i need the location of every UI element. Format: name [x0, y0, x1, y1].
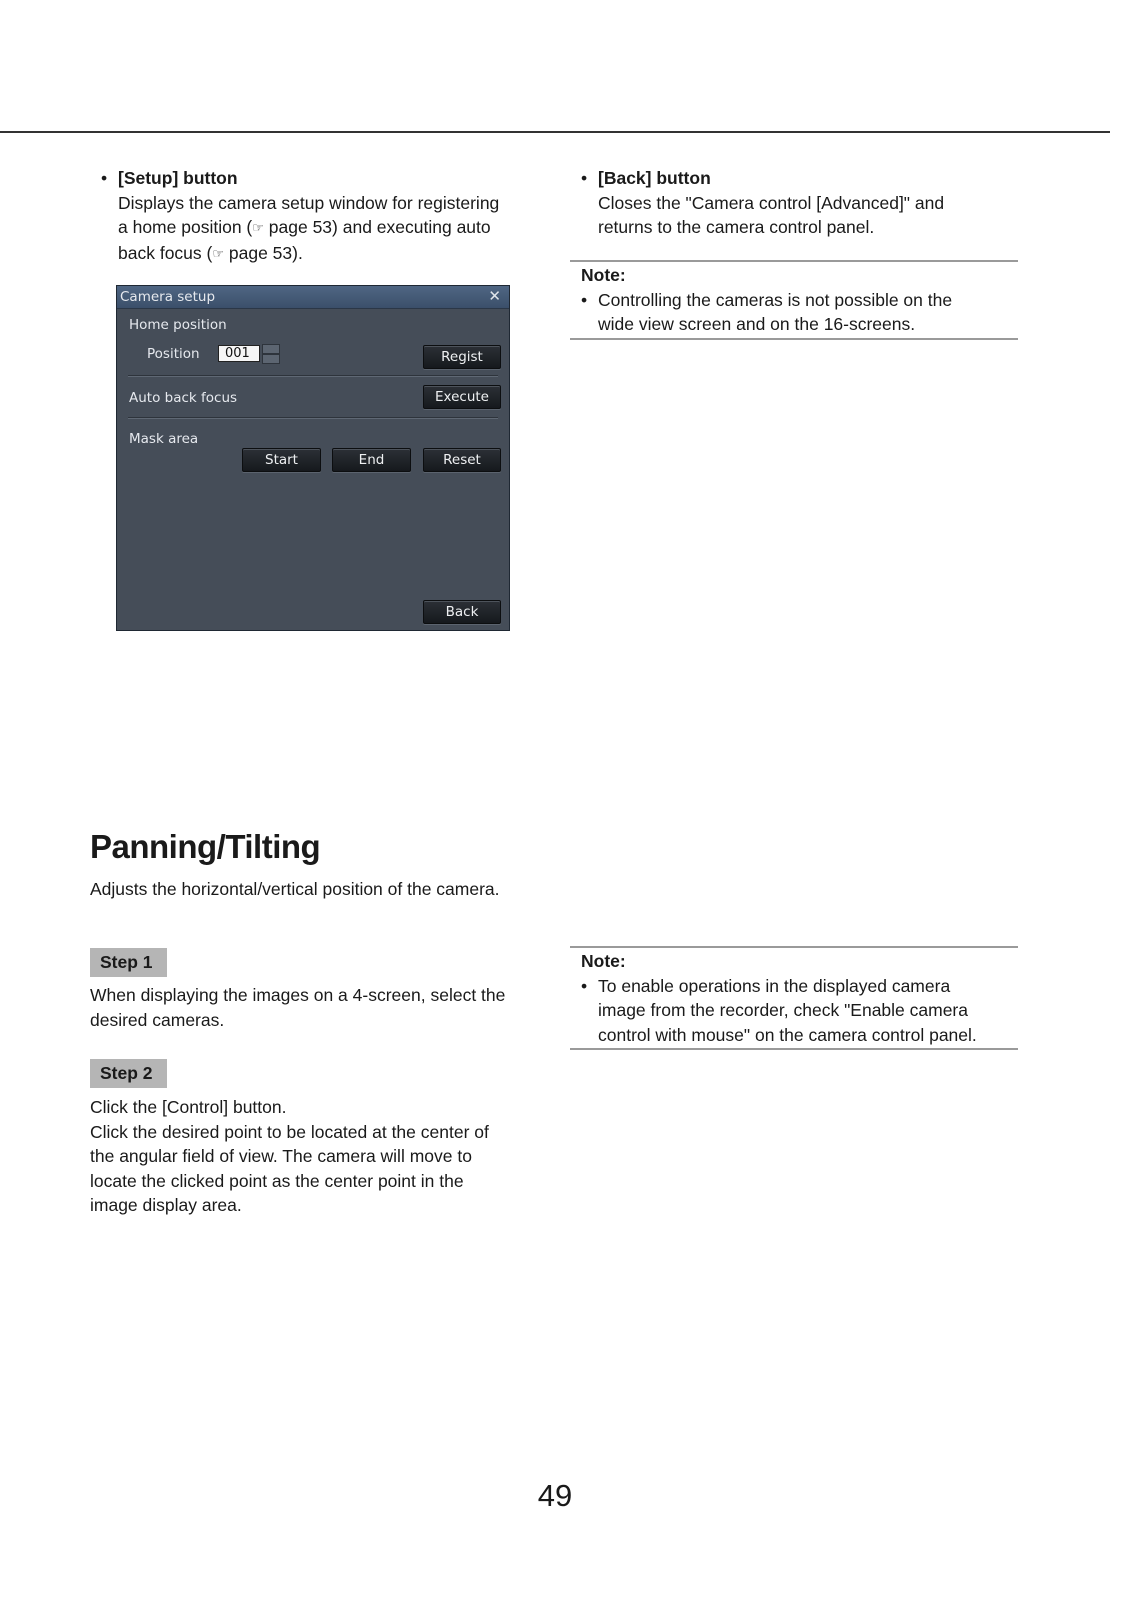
step-1-text: When displaying the images on a 4-screen, select the desired cameras.	[90, 985, 506, 1030]
start-button[interactable]: Start	[242, 448, 321, 472]
note-item: • Controlling the cameras is not possible on the wide view screen and on the 16-screens.	[581, 289, 953, 334]
step-2-text: Click the [Control] button. Click the desired point to be located at the center of the angular field of view. The camera will move to locate the clicked point as the center point in the image display area.	[90, 1097, 489, 1215]
page-number: 49	[537, 1478, 573, 1513]
step-1-badge: Step 1	[90, 948, 167, 977]
window-title: Camera setup	[120, 289, 216, 305]
step-2-badge: Step 2	[90, 1059, 167, 1088]
window-divider	[128, 375, 498, 377]
page-reference-icon: ☞	[212, 245, 225, 261]
position-label: Position	[147, 346, 200, 362]
note-camera-control	[570, 260, 1018, 340]
back-button-heading: [Back] button	[598, 168, 711, 188]
mask-area-label: Mask area	[129, 431, 199, 447]
setup-desc-line3: back focus (☞ page 53).	[118, 242, 303, 263]
header-rule	[0, 131, 1110, 133]
stepper-up-icon[interactable]	[262, 344, 280, 354]
back-desc-line2: returns to the camera control panel.	[598, 217, 875, 237]
page-reference-icon: ☞	[252, 220, 264, 235]
regist-button[interactable]: Regist	[423, 345, 501, 369]
bullet-dot: •	[581, 168, 588, 188]
close-icon[interactable]: ✕	[488, 287, 501, 305]
note-mouse-control	[570, 946, 1018, 1050]
position-input[interactable]: 001	[218, 345, 260, 362]
back-button[interactable]: Back	[423, 600, 501, 624]
back-desc-line1: Closes the "Camera control [Advanced]" and	[598, 192, 945, 213]
setup-desc-line1: Displays the camera setup window for registering	[118, 192, 500, 213]
bullet-dot: •	[101, 168, 108, 188]
note-item: • To enable operations in the displayed camera image from the recorder, check "Enable camera control with mouse" on the camera control panel.	[581, 975, 977, 1045]
window-titlebar	[117, 286, 509, 309]
bullet-dot: •	[581, 289, 588, 310]
note-heading: Note:	[581, 265, 626, 285]
bullet-dot: •	[581, 975, 588, 996]
stepper-down-icon[interactable]	[262, 354, 280, 364]
camera-setup-window	[116, 285, 510, 631]
reset-button[interactable]: Reset	[423, 448, 501, 472]
position-stepper[interactable]	[262, 344, 280, 364]
setup-button-heading: [Setup] button	[118, 168, 238, 188]
setup-button-description	[101, 166, 548, 266]
home-position-label: Home position	[129, 317, 227, 333]
window-divider	[128, 417, 498, 419]
back-button-description	[581, 166, 1018, 240]
auto-back-focus-label: Auto back focus	[129, 390, 238, 406]
note-heading: Note:	[581, 951, 626, 971]
section-intro: Adjusts the horizontal/vertical position of the camera.	[90, 879, 500, 899]
setup-desc-line2: a home position (☞ page 53) and executing auto	[118, 217, 491, 237]
end-button[interactable]: End	[332, 448, 411, 472]
execute-button[interactable]: Execute	[423, 385, 501, 409]
section-title: Panning/Tilting	[90, 828, 321, 865]
